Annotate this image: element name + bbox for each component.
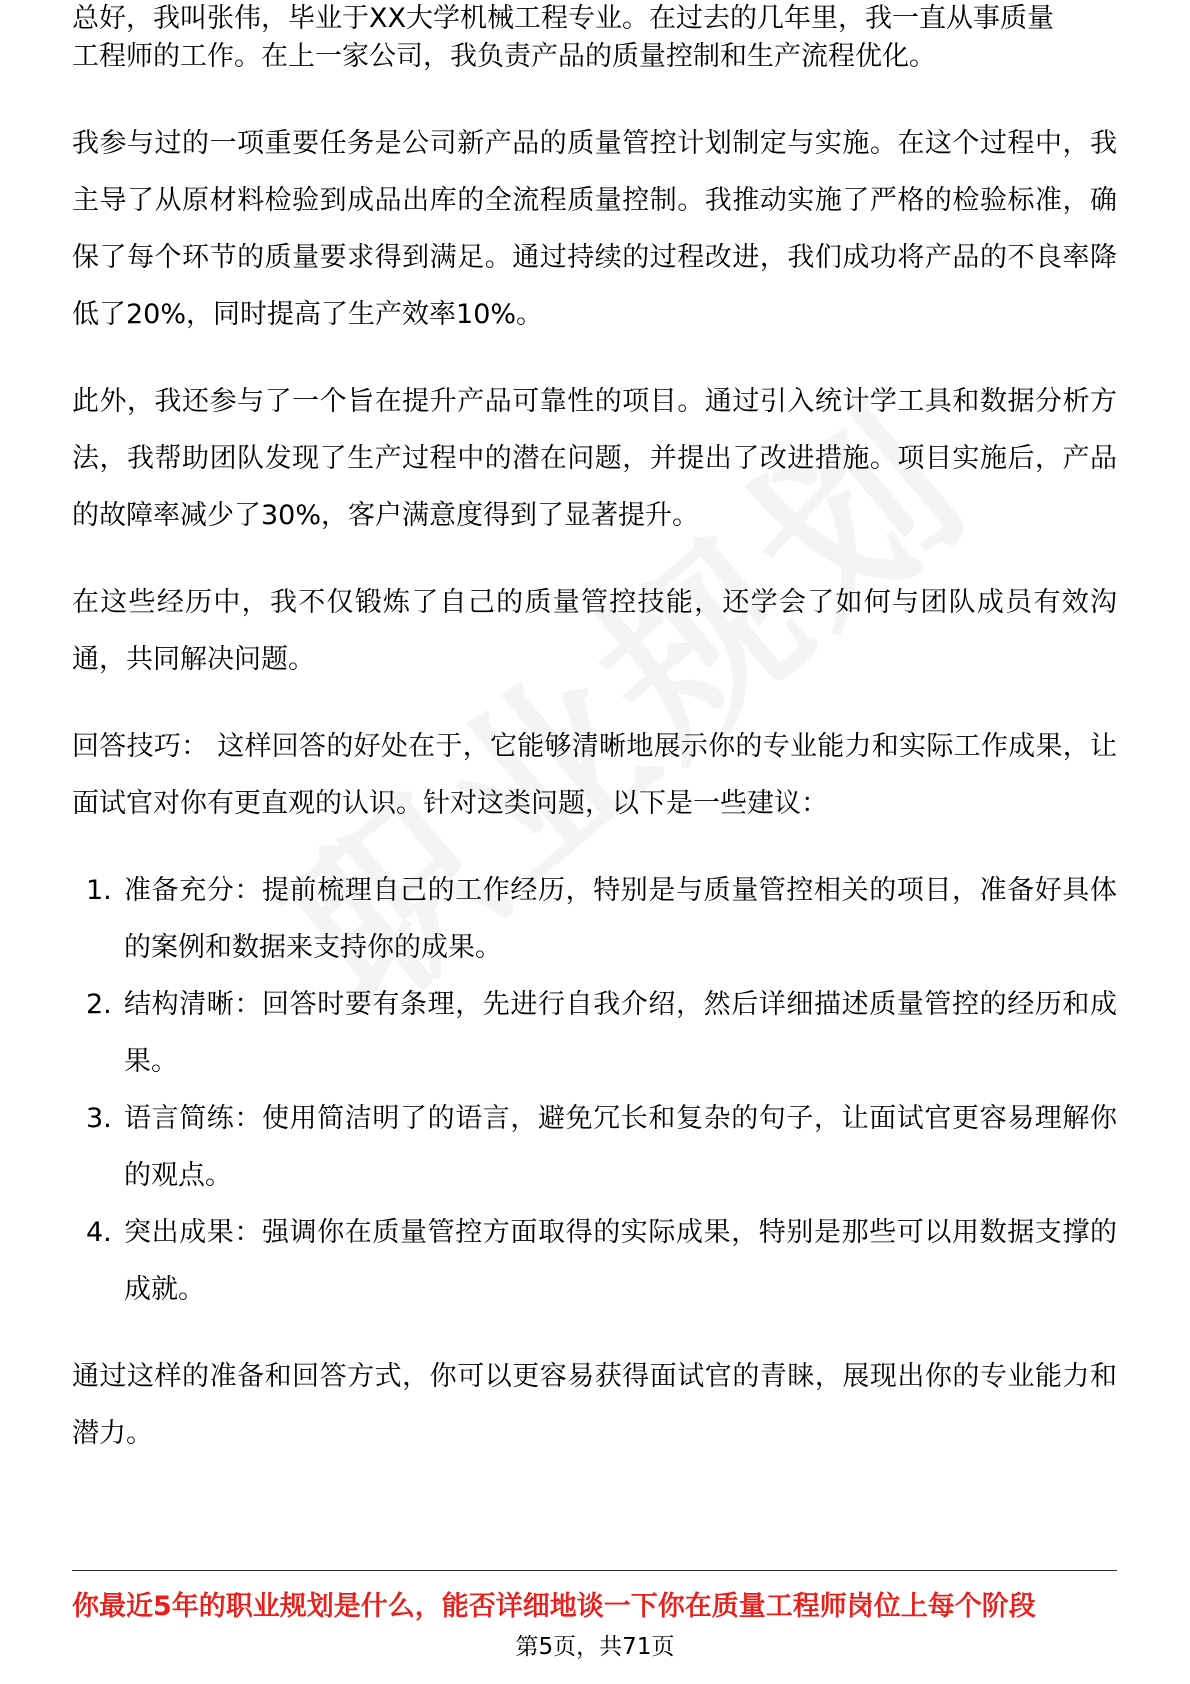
list-item-text: 突出成果：强调你在质量管控方面取得的实际成果，特别是那些可以用数据支撑的成就。 xyxy=(124,1217,1117,1305)
section-divider xyxy=(72,1570,1117,1571)
list-item-text: 准备充分：提前梳理自己的工作经历，特别是与质量管控相关的项目，准备好具体的案例和数据来支持你的成果。 xyxy=(124,875,1117,963)
page-number: 第5页，共71页 xyxy=(515,1634,675,1660)
list-item-number: 2. xyxy=(86,989,112,1020)
list-item-number: 1. xyxy=(86,875,112,906)
answer-body xyxy=(72,28,1117,1492)
list-item xyxy=(72,862,1117,976)
list-item-number: 3. xyxy=(86,1103,112,1134)
paragraph-intro-end: 工程师的工作。在上一家公司，我负责产品的质量控制和生产流程优化。 xyxy=(72,41,936,72)
partial-top-line: 总好，我叫张伟，毕业于XX大学机械工程专业。在过去的几年里，我一直从事质量 xyxy=(72,3,1054,34)
list-item-text: 结构清晰：回答时要有条理，先进行自我介绍，然后详细描述质量管控的经历和成果。 xyxy=(124,989,1117,1077)
paragraph-project-quality-plan: 我参与过的一项重要任务是公司新产品的质量管控计划制定与实施。在这个过程中，我主导了从原材料检验到成品出库的全流程质量控制。我推动实施了严格的检验标准，确保了每个环节的质量要求得到满足。通过持续的过程改进，我们成功将产品的不良率降低了20%，同时提高了生产效率10%。 xyxy=(72,128,1117,330)
paragraph-answer-tips: 回答技巧： 这样回答的好处在于，它能够清晰地展示你的专业能力和实际工作成果，让面试官对你有更直观的认识。针对这类问题，以下是一些建议： xyxy=(72,731,1117,819)
tips-list xyxy=(72,862,1117,1318)
list-item xyxy=(72,1204,1117,1318)
list-item xyxy=(72,1090,1117,1204)
list-item-number: 4. xyxy=(86,1217,112,1248)
list-item xyxy=(72,976,1117,1090)
paragraph-experience-summary: 在这些经历中，我不仅锻炼了自己的质量管控技能，还学会了如何与团队成员有效沟通，共同解决问题。 xyxy=(72,587,1117,675)
paragraph-project-reliability: 此外，我还参与了一个旨在提升产品可靠性的项目。通过引入统计学工具和数据分析方法，我帮助团队发现了生产过程中的潜在问题，并提出了改进措施。项目实施后，产品的故障率减少了30%，客户满意度得到了显著提升。 xyxy=(72,386,1117,531)
paragraph-closing: 通过这样的准备和回答方式，你可以更容易获得面试官的青睐，展现出你的专业能力和潜力。 xyxy=(72,1361,1117,1449)
next-question-heading: 你最近5年的职业规划是什么，能否详细地谈一下你在质量工程师岗位上每个阶段 xyxy=(72,1591,1036,1622)
list-item-text: 语言简练：使用简洁明了的语言，避免冗长和复杂的句子，让面试官更容易理解你的观点。 xyxy=(124,1103,1117,1191)
